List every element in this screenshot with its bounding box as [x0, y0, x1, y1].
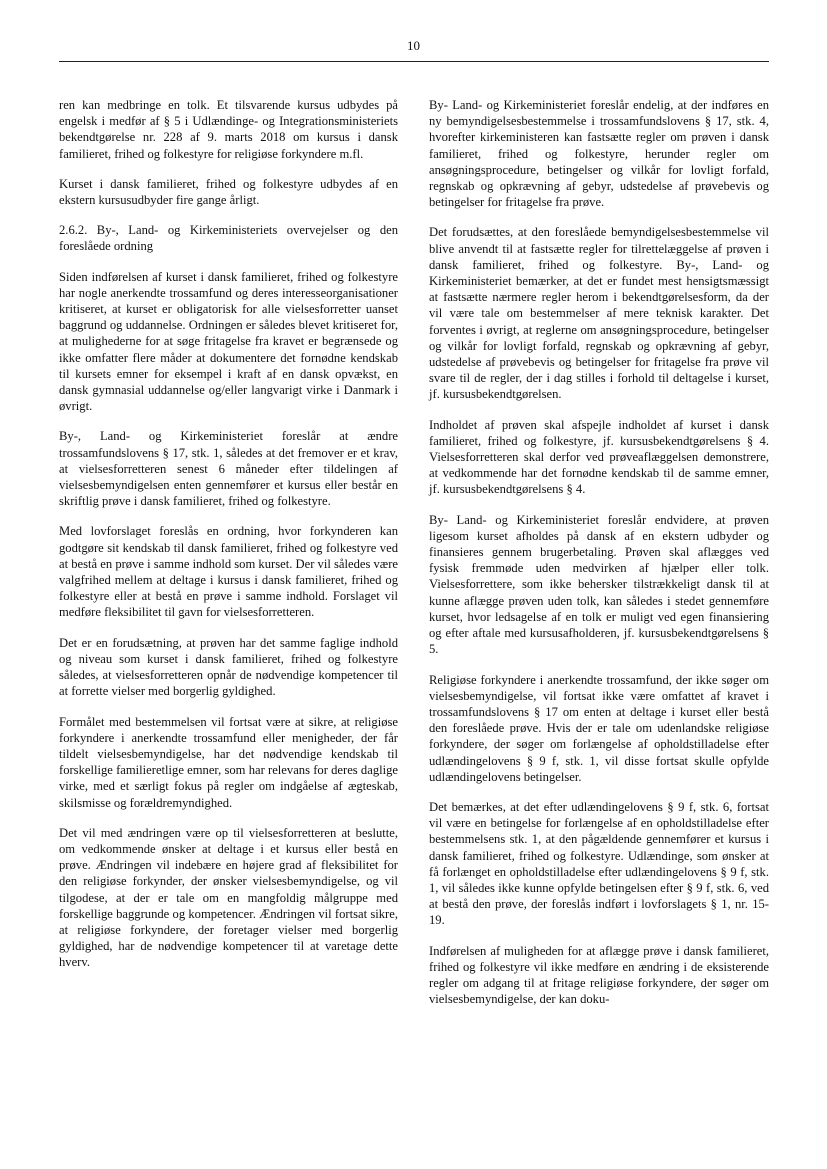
paragraph: Kurset i dansk familieret, frihed og folkestyre udbydes af en ekstern kursusudbyder fire gange årligt.: [59, 176, 398, 208]
header-rule: [59, 61, 769, 62]
paragraph: Det forudsættes, at den foreslåede bemyndigelsesbestemmelse vil blive anvendt til at fastsætte regler for tilrettelæggelse af prøven i dansk familieret, frihed og folkestyre. By-, Land- og Kirkeministeriet bemærker, at det er fundet mest hensigtsmæssigt at fastsætte nærmere regler herom i bekendtgørelsesform, da der vil være tale om bestemmelser af mere teknisk karakter. Det forventes i øvrigt, at reglerne om ansøgningsprocedure, betingelser og vilkår for lovligt forfald, regnskab og opkrævning af gebyr, udstedelse af prøvebevis og betingelser for fritagelse fra prøve vil svare til de regler, der i dag stilles i forhold til deltagelse i kurset, jf. kursusbekendtgørelsen.: [429, 225, 769, 402]
paragraph: By-, Land- og Kirkeministeriet foreslår at ændre trossamfundslovens § 17, stk. 1, således at det fremover er et krav, at vielsesforretteren senest 6 måneder efter tildelingen af vielsesbemyndigelsen enten gennemfører et kursus eller består en skriftlig prøve i dansk familieret, frihed og folkestyre.: [59, 429, 398, 509]
paragraph: Formålet med bestemmelsen vil fortsat være at sikre, at religiøse forkyndere i anerkendte trossamfund eller menigheder, der får tildelt vielsesbemyndigelse, har det nødvendige kendskab til forskellige familieretlige emner, som har relevans for deres daglige virke, med et særligt fokus på regler om indgåelse af ægteskab, skilsmisse og forældremyndighed.: [59, 714, 398, 810]
paragraph: ren kan medbringe en tolk. Et tilsvarende kursus udbydes på engelsk i medfør af § 5 i Udlændinge- og Integrationsministeriets bekendtgørelse nr. 228 af 9. marts 2018 om kursus i dansk familieret, frihed og folkestyre for religiøse forkyndere m.fl.: [59, 98, 398, 161]
paragraph: Det er en forudsætning, at prøven har det samme faglige indhold og niveau som kurset i dansk familieret, frihed og folkestyre således, at vielsesforretteren opnår de nødvendige kompetencer til at forrette vielser med borgerlig gyldighed.: [59, 635, 398, 699]
page-number: 10: [407, 38, 420, 53]
section-heading: 2.6.2. By-, Land- og Kirkeministeriets overvejelser og den foreslåede ordning: [59, 223, 398, 254]
paragraph: Siden indførelsen af kurset i dansk familieret, frihed og folkestyre har nogle anerkendte trossamfund og deres interesseorganisationer kritiseret, at kurset er obligatorisk for alle vielsesforretter uanset baggrund og uddannelse. Ordningen er således blevet kritiseret for, at mulighederne for at søge fritagelse fra kravet er begrænsede og ikke omfatter flere måder at dokumentere det fornødne kendskab til kursets emner for eksempel i kraft af en dansk opvækst, en dansk gymnasial uddannelse og/eller langvarigt virke i Danmark i øvrigt.: [59, 269, 398, 414]
paragraph: Religiøse forkyndere i anerkendte trossamfund, der ikke søger om vielsesbemyndigelse, vil fortsat ikke være omfattet af kravet i trossamfundslovens § 17 om enten at deltage i kurset eller bestå den foreslåede prøve. Hvis der er tale om udenlandske religiøse forkyndere, der søger om forlængelse af opholdstilladelse efter udlændingelovens § 9 f, stk. 1, vil disse fortsat skulle opfylde udlændingelovens betingelser.: [429, 672, 769, 784]
paragraph: Det bemærkes, at det efter udlændingelovens § 9 f, stk. 6, fortsat vil være en betingelse for forlængelse af en opholdstilladelse efter bestemmelsens stk. 1, at den pågældende gennemfører et kursus i dansk familieret, frihed og folkestyre. Udlændinge, som ønsker at få forlænget en opholdstilladelse efter udlændingelovens § 9 f, stk. 1, vil således ikke kunne opfylde betingelsen efter § 9 f, stk. 6, ved at bestå den prøve, der foreslås indført i lovforslagets § 1, nr. 15-19.: [429, 799, 769, 928]
paragraph: Indførelsen af muligheden for at aflægge prøve i dansk familieret, frihed og folkestyre vil ikke medføre en ændring i de eksisterende regler om adgang til at fritage religiøse forkyndere, der søger om vielsesbemyndigelse, der kan doku-: [429, 943, 769, 1007]
paragraph: By- Land- og Kirkeministeriet foreslår endvidere, at prøven ligesom kurset afholdes på dansk af en ekstern udbyder og finansieres gennem brugerbetaling. Prøven skal aflægges ved fysisk fremmøde uden medvirken af hjælper eller tolk. Vielsesforrettere, som ikke behersker tilstrækkeligt dansk til at kunne aflægge prøven uden tolk, kan således i stedet gennemføre kurset, hvor ledsagelse af en tolk er muligt ved egen finansiering og efter aftale med kursusafholderen, jf. kursusbekendtgørelsens § 5.: [429, 512, 769, 657]
paragraph: Indholdet af prøven skal afspejle indholdet af kurset i dansk familieret, frihed og folkestyre, jf. kursusbekendtgørelsens § 4. Vielsesforretteren skal derfor ved prøveaflæggelsen demonstrere, at vedkommende har det fornødne kendskab til de samme emner, jf. kursusbekendtgørelsens § 4.: [429, 417, 769, 497]
paragraph: Det vil med ændringen være op til vielsesforretteren at beslutte, om vedkommende ønsker at deltage i et kursus eller bestå en prøve. Ændringen vil indebære en højere grad af fleksibilitet for den religiøse forkynder, der ønsker vielsesbemyndigelse, og vil tilgodese, at der er tale om en mangfoldig målgruppe med forskellige baggrunde og kompetencer. Ændringen vil fortsat sikre, at religiøse forkyndere, der foretager vielser med borgerlig gyldighed, har de nødvendige kompetencer til at varetage dette hverv.: [59, 825, 398, 970]
left-column: [59, 97, 398, 985]
right-column: [429, 97, 769, 1021]
paragraph: Med lovforslaget foreslås en ordning, hvor forkynderen kan godtgøre sit kendskab til dansk familieret, frihed og folkestyre ved at bestå en prøve i samme indhold som kurset. Der vil således være valgfrihed mellem at deltage i kursus i dansk familieret, frihed og folkestyre eller at bestå en prøve i samme indhold. Forslaget vil medføre fleksibilitet til gavn for vielsesforretteren.: [59, 524, 398, 620]
paragraph: By- Land- og Kirkeministeriet foreslår endelig, at der indføres en ny bemyndigelsesbestemmelse i trossamfundslovens § 17, stk. 4, hvorefter kirkeministeren kan fastsætte regler om prøven i dansk familieret, frihed og folkestyre, herunder regler om ansøgningsprocedure, betingelser og vilkår for lovligt forfald, regnskab og opkrævning af gebyr, udstedelse af prøvebevis og betingelser for fritagelse fra prøve.: [429, 98, 769, 210]
